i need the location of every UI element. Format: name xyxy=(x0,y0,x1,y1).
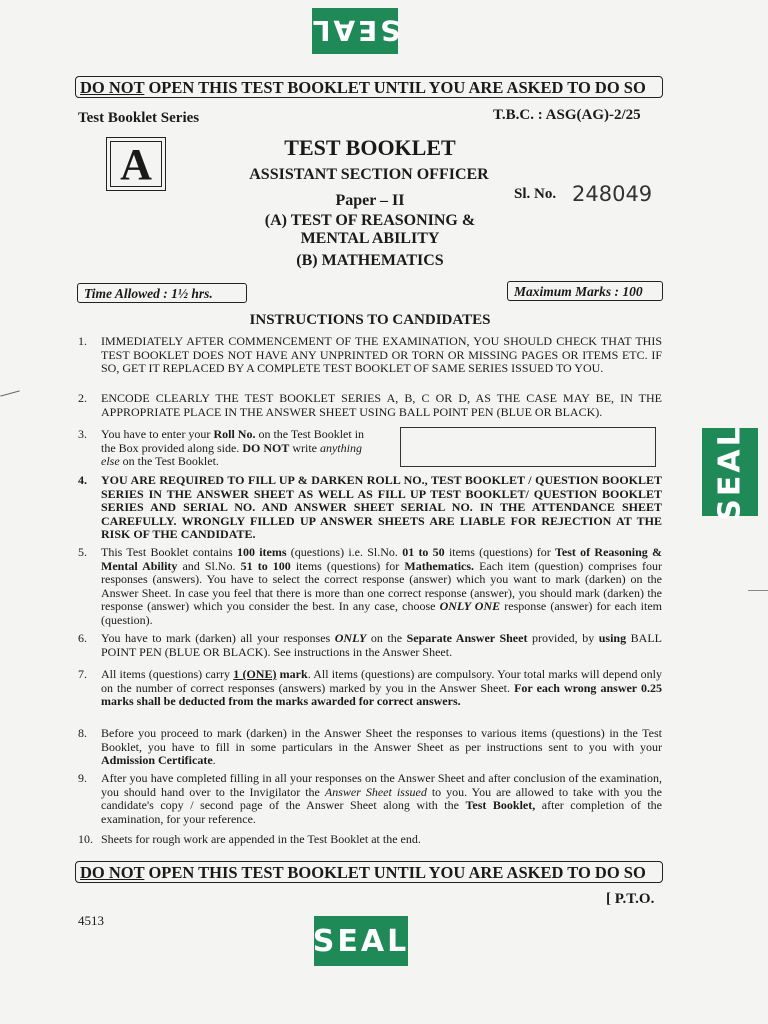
tbc-code: T.B.C. : ASG(AG)-2/25 xyxy=(493,107,641,123)
text-run-bold-underline: 1 (ONE) xyxy=(233,667,277,681)
serial-number-label: Sl. No. xyxy=(514,186,557,202)
text-run: You have to enter your xyxy=(101,427,214,441)
warning-banner-bottom xyxy=(75,861,663,883)
text-run-bold: Mathematics. xyxy=(404,558,475,573)
instruction-text xyxy=(101,632,662,659)
margin-mark xyxy=(748,590,768,591)
text-run: and Sl.No. xyxy=(177,558,241,573)
instruction-item xyxy=(78,428,378,470)
instruction-item xyxy=(78,833,662,847)
instruction-text: IMMEDIATELY AFTER COMMENCEMENT OF THE EXAMINATION, YOU SHOULD CHECK THAT THIS TEST BOOKLET DOES NOT HAVE ANY UNPRINTED OR TORN OR MISSING PAGES OR ITEMS ETC. IF SO, GET IT REPLACED BY A COMPLETE TEST BOOKLET OF SAME SERIES ISSUED TO YOU. xyxy=(101,334,662,375)
text-run-italic: anything else xyxy=(101,440,362,468)
text-run-italic: Answer Sheet issued xyxy=(324,784,427,799)
text-run-bold: 100 items xyxy=(236,545,287,559)
banner-emphasis: DO NOT xyxy=(80,78,145,97)
instruction-number: 8. xyxy=(78,726,87,740)
text-run-bold: Admission Certificate xyxy=(101,753,213,767)
page-title: TEST BOOKLET xyxy=(284,135,456,160)
text-run-bold: Test of Reasoning & Mental Ability xyxy=(101,545,662,573)
series-letter: A xyxy=(110,141,162,187)
text-run: You have to mark (darken) all your responses xyxy=(101,631,335,645)
warning-banner-top xyxy=(75,76,663,98)
text-run-bold: 51 to 100 xyxy=(240,558,291,573)
instruction-number: 9. xyxy=(78,771,87,785)
seal-stamp-bottom xyxy=(314,916,408,966)
instruction-text xyxy=(101,428,378,469)
instruction-item xyxy=(78,335,662,389)
exam-subtitle: ASSISTANT SECTION OFFICER xyxy=(249,166,489,183)
text-run-bold-italic: ONLY xyxy=(334,631,367,645)
instruction-number: 2. xyxy=(78,391,87,405)
text-run: on the Test Booklet. xyxy=(119,454,219,468)
text-run: All items (questions) carry xyxy=(101,667,234,681)
banner-text: OPEN THIS TEST BOOKLET UNTIL YOU ARE ASKED TO DO SO xyxy=(144,78,646,97)
text-run: Each item (question) comprises four responses (answers). You have to select the correct response (answer) which you want to mark (darken) on the Answer Sheet. In case you feel that there is more than one correct response (answer), you should mark (darken) the response (answer) which you consider the best. In any case, choose xyxy=(101,558,662,613)
text-run: This Test Booklet contains xyxy=(101,545,237,559)
instruction-text xyxy=(101,727,662,768)
text-run-bold: 01 to 50 xyxy=(402,545,445,559)
text-run: write xyxy=(289,440,320,455)
instruction-number: 5. xyxy=(78,545,87,559)
text-run-bold: Test Booklet, xyxy=(465,798,536,812)
text-run: After you have completed filling in all your responses on the Answer Sheet and after conclusion of the examination, you should hand over to the Invigilator the xyxy=(101,771,662,799)
instruction-number: 3. xyxy=(78,427,87,441)
text-run-bold: mark xyxy=(276,667,308,681)
instruction-item xyxy=(78,546,662,628)
text-run: (questions) i.e. Sl.No. xyxy=(286,545,403,559)
section-a-title-line2: MENTAL ABILITY xyxy=(300,230,440,247)
instructions-heading: INSTRUCTIONS TO CANDIDATES xyxy=(249,312,491,328)
instruction-text xyxy=(101,772,662,826)
text-run: BALL POINT PEN (BLUE OR BLACK). See instructions in the Answer Sheet. xyxy=(101,631,662,659)
series-label: Test Booklet Series xyxy=(78,110,200,126)
text-run: provided, by xyxy=(527,631,599,645)
maximum-marks: Maximum Marks : 100 xyxy=(507,281,663,301)
text-run: Before you proceed to mark (darken) in the Answer Sheet the responses to various items (questions) in the Test Booklet, you have to fill in some particulars in the Answer Sheet as per instructions sent to you with your xyxy=(101,726,662,754)
text-run: on the xyxy=(366,631,407,645)
text-run-bold: using xyxy=(598,631,627,645)
text-run: items (questions) for xyxy=(444,545,556,559)
time-allowed: Time Allowed : 1½ hrs. xyxy=(77,283,247,303)
text-run: . All items (questions) are compulsory. Your total marks will depend only on the number of correct responses (answers) marked by you in the Answer Sheet. xyxy=(101,667,663,695)
paper-number: Paper – II xyxy=(335,192,405,209)
section-b-title: (B) MATHEMATICS xyxy=(296,252,444,269)
instruction-item xyxy=(78,668,662,724)
instruction-item xyxy=(78,772,662,828)
instruction-number: 10. xyxy=(78,832,93,846)
roll-number-box[interactable] xyxy=(400,427,656,467)
text-run: to you. You are allowed to take with you the candidate's copy / second page of the Answer Sheet along with the xyxy=(101,784,662,812)
text-run: on the Test Booklet in the Box provided along side. xyxy=(101,427,365,455)
instruction-item xyxy=(78,392,662,420)
instruction-number: 7. xyxy=(78,667,87,681)
text-run-bold-italic: ONLY ONE xyxy=(439,599,501,613)
booklet-code: 4513 xyxy=(78,913,104,928)
instruction-text xyxy=(101,668,662,709)
margin-mark xyxy=(0,390,20,396)
serial-number-value: 248049 xyxy=(572,182,653,206)
text-run-bold: For each wrong answer 0.25 marks shall be deducted from the marks awarded for correct answers. xyxy=(101,680,662,708)
seal-stamp-top xyxy=(309,8,401,54)
instruction-text: Sheets for rough work are appended in the Test Booklet at the end. xyxy=(101,832,421,846)
section-a-title: (A) TEST OF REASONING & xyxy=(264,212,476,229)
text-run-bold: DO NOT xyxy=(242,440,290,455)
banner-text: OPEN THIS TEST BOOKLET UNTIL YOU ARE ASKED TO DO SO xyxy=(144,863,646,882)
instruction-item xyxy=(78,727,662,769)
instruction-number: 6. xyxy=(78,631,87,645)
text-run: . xyxy=(212,753,216,767)
banner-emphasis: DO NOT xyxy=(80,863,145,882)
instruction-number: 4. xyxy=(78,473,87,487)
seal-text: SEAL xyxy=(312,923,410,959)
instruction-item xyxy=(78,632,662,660)
seal-stamp-right xyxy=(702,423,758,521)
instruction-number: 1. xyxy=(78,334,87,348)
seal-text: SEAL xyxy=(712,423,748,521)
pto-marker: [ P.T.O. xyxy=(606,891,655,907)
text-run: response (answer) for each item (question). xyxy=(101,599,662,627)
instruction-text xyxy=(101,546,662,627)
text-run: after completion of the examination, for your reference. xyxy=(101,798,663,826)
instruction-text: YOU ARE REQUIRED TO FILL UP & DARKEN ROLL NO., TEST BOOKLET / QUESTION BOOKLET SERIES IN THE ANSWER SHEET AS WELL AS FILL UP TEST BOOKLET/ QUESTION BOOKLET SERIES AND SERIAL NO. AND ANSWER SHEET SERIAL NO. IN THE ATTENDANCE SHEET CAREFULLY. WRONGLY FILLED UP ANSWER SHEETS ARE LIABLE FOR REJECTION AT THE RISK OF THE CANDIDATE. xyxy=(101,473,662,541)
text-run-bold: Separate Answer Sheet xyxy=(406,631,528,645)
instruction-item xyxy=(78,474,662,542)
text-run-bold: Roll No. xyxy=(213,427,256,441)
instruction-text: ENCODE CLEARLY THE TEST BOOKLET SERIES A, B, C OR D, AS THE CASE MAY BE, IN THE APPROPRIATE PLACE IN THE ANSWER SHEET USING BALL POINT PEN (BLUE OR BLACK). xyxy=(101,391,662,419)
text-run: items (questions) for xyxy=(290,558,405,573)
seal-text: SEAL xyxy=(309,14,401,48)
